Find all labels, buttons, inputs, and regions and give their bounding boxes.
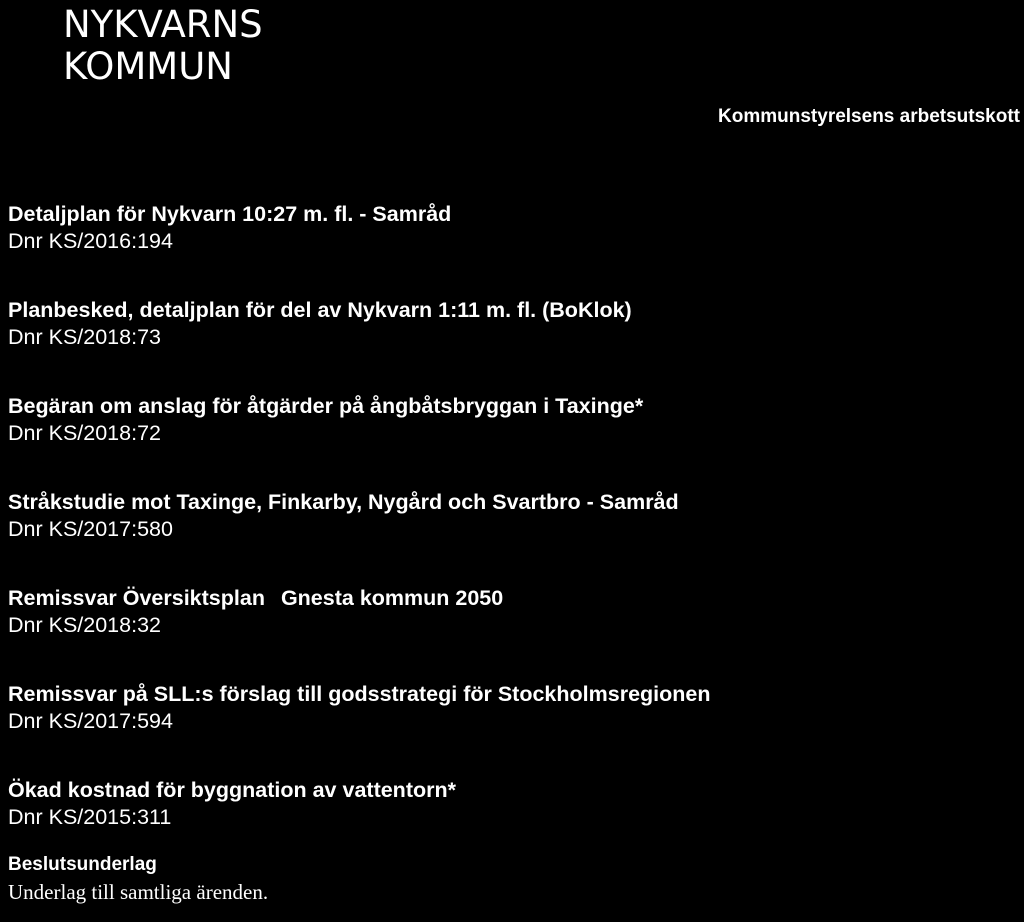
agenda-item-title: Planbesked, detaljplan för del av Nykvarn 1:11 m. fl. (BoKlok) xyxy=(8,298,632,322)
agenda-item-title: Begäran om anslag för åtgärder på ångbåtsbryggan i Taxinge* xyxy=(8,394,644,418)
agenda-item xyxy=(8,489,1018,585)
decision-basis xyxy=(8,852,268,906)
agenda-item-title-part-a: Remissvar Översiktsplan xyxy=(8,586,265,610)
agenda-list xyxy=(8,201,1018,873)
agenda-item xyxy=(8,297,1018,393)
agenda-item-title: Detaljplan för Nykvarn 10:27 m. fl. - Samråd xyxy=(8,202,452,226)
agenda-item xyxy=(8,681,1018,777)
municipality-logo xyxy=(63,4,263,88)
logo-line-2: KOMMUN xyxy=(63,45,233,88)
agenda-item-dnr: Dnr KS/2018:32 xyxy=(8,613,161,637)
decision-basis-heading: Beslutsunderlag xyxy=(8,854,157,875)
agenda-item-title: Ökad kostnad för byggnation av vattentorn* xyxy=(8,778,456,802)
agenda-item-dnr: Dnr KS/2016:194 xyxy=(8,229,173,253)
agenda-item-title: Stråkstudie mot Taxinge, Finkarby, Nygård och Svartbro - Samråd xyxy=(8,490,679,514)
agenda-item-dnr: Dnr KS/2018:73 xyxy=(8,325,161,349)
agenda-item-title-part-b: Gnesta kommun 2050 xyxy=(280,586,504,610)
committee-name: Kommunstyrelsens arbetsutskott xyxy=(718,106,1020,127)
decision-basis-text: Underlag till samtliga ärenden. xyxy=(8,880,269,904)
agenda-item-dnr: Dnr KS/2018:72 xyxy=(8,421,161,445)
agenda-item xyxy=(8,201,1018,297)
agenda-item-dnr: Dnr KS/2017:594 xyxy=(8,709,173,733)
logo-line-1: NYKVARNS xyxy=(63,3,263,46)
agenda-item xyxy=(8,585,1018,681)
agenda-item xyxy=(8,393,1018,489)
agenda-item-title xyxy=(8,585,1018,612)
agenda-item-dnr: Dnr KS/2015:311 xyxy=(8,805,172,829)
agenda-item-title: Remissvar på SLL:s förslag till godsstrategi för Stockholmsregionen xyxy=(8,682,711,706)
agenda-item-dnr: Dnr KS/2017:580 xyxy=(8,517,173,541)
